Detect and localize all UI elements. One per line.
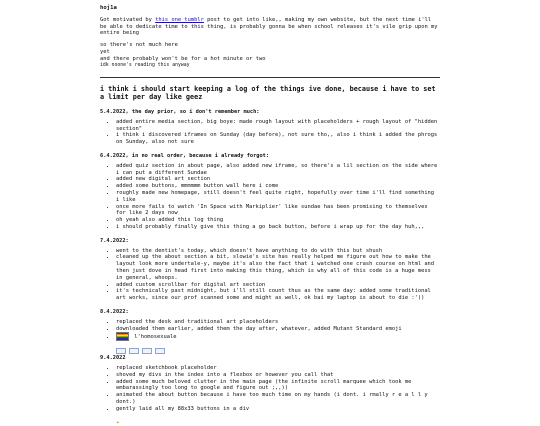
log-date: 8.4.2022:	[100, 308, 129, 315]
log-item: • added some much beloved clutter in the main page (the infinite scroll marquee which took me embarassingly too long to google and figure out ;,,))	[116, 379, 440, 393]
sparkle-icon: ✦	[116, 418, 120, 426]
intro-block	[100, 17, 440, 69]
greeting-title: hoj1a	[100, 5, 117, 11]
log-entry-3	[100, 238, 440, 302]
button-row	[116, 348, 440, 354]
log-entry-5	[100, 355, 440, 426]
intro-text-before-link: Got motivated by	[100, 16, 156, 23]
log-date: 9.4.2022	[100, 355, 126, 362]
log-item: • it's technically past midnight, but i'll still count thus as the same day: added some traditional art works, since our prof scanned some and might as well, ok bai my laptop is about to die :'))	[116, 288, 440, 302]
log-list	[100, 163, 440, 231]
intro-text-after-link: post to get into like,, making my own website, but the next time i'll be able to dedicate time to this thing, is probably gonna be when school releases it's vile grip upon my entire being	[100, 16, 438, 37]
log-list	[100, 248, 440, 302]
log-item: • roughly made new homepage, still doesn't feel quite right, hopefully over time i'll find something i like	[116, 190, 440, 204]
intro-line-2: yet	[100, 48, 110, 55]
log-item: • i should probably finally give this thing a go back button, before i wrap up for the day huh,,,	[116, 224, 440, 231]
log-item: • replaced the desk and traditional art placeholders	[116, 319, 440, 326]
88x31-button-icon[interactable]	[155, 348, 165, 354]
88x31-button-icon[interactable]	[129, 348, 139, 354]
log-item: • cleaned up the about section a bit, slowie's site has really helped me figure out how to make the layout look more undertale-y, maybe it's also the fact that i watched one crash course on html and then just dove in head first into making this thing, which is why all of this code is a huge mess in general, whoops.	[116, 254, 440, 281]
log-item: • oh yeah also added this log thing	[116, 217, 440, 224]
intro-line-1: so there's not much here	[100, 42, 178, 49]
log-item: • went to the dentist's today, which doesn't have anything to do with this but shush	[116, 248, 440, 255]
log-item: • added custom scrollbar for digital art section	[116, 282, 440, 289]
log-title: i think i should start keeping a log of the things ive done, because i have to set a limit per day like geez	[100, 84, 436, 101]
intro-line-3: and there probably won't be for a hot minute or two	[100, 55, 266, 62]
footnote: idk noone's reading this anyway	[100, 62, 190, 68]
log-item-label: l'homosexuale	[134, 334, 177, 341]
log-date: 7.4.2022:	[100, 237, 129, 244]
log-entry-2	[100, 153, 440, 231]
log-item: • shoved my divs in the index into a flexbox or however you call that	[116, 372, 440, 379]
intro-paragraph	[100, 17, 440, 37]
tumblr-link[interactable]: this one tumblr	[155, 16, 204, 23]
log-item: • added quiz section in about page, also added new iframe, so there's a lil section on the side where i can put a different Sundae	[116, 163, 440, 177]
log-list	[100, 319, 440, 342]
log-entry-4	[100, 309, 440, 354]
pride-flag-icon	[116, 332, 129, 341]
log-item: • animated the about button because i have too much time on my hands (i dont. i rmally r e a l l y dont.)	[116, 392, 440, 406]
log-item: • i think i discovered iframes on Sunday (day before), not sure tho,, also i think i added the phrogs on Sunday, also not sure	[116, 132, 440, 146]
88x31-button-icon[interactable]	[116, 348, 126, 354]
log-list	[100, 365, 440, 413]
log-item: • added new digital art section	[116, 176, 440, 183]
log-item: • added some buttons, mmmmmm button wall here i come	[116, 183, 440, 190]
sparkle-row	[116, 420, 440, 426]
log-list	[100, 119, 440, 146]
88x31-button-icon[interactable]	[142, 348, 152, 354]
log-item: • once more fails to watch 'In Space with Markiplier' like sundae has been promising to themselves for like 2 days now	[116, 204, 440, 218]
log-item: • gently laid all my 88x33 buttons in a div	[116, 406, 440, 413]
section-divider	[100, 77, 440, 78]
log-date: 6.4.2022, in no real order, because i already forgot:	[100, 152, 270, 159]
log-item: • added entire media section, big boye: made rough layout with placeholders + rough layout of "hidden section"	[116, 119, 440, 133]
log-item: • downloaded them earlier, added them the day after, whatever, added Mutant Standard emoji	[116, 326, 440, 333]
page-content	[100, 5, 440, 426]
log-entry-1	[100, 109, 440, 146]
log-item: • replaced sketchbook placeholder	[116, 365, 440, 372]
log-item-with-flag	[116, 332, 440, 341]
log-date: 5.4.2022, the day prior, so i don't remember much:	[100, 108, 260, 115]
